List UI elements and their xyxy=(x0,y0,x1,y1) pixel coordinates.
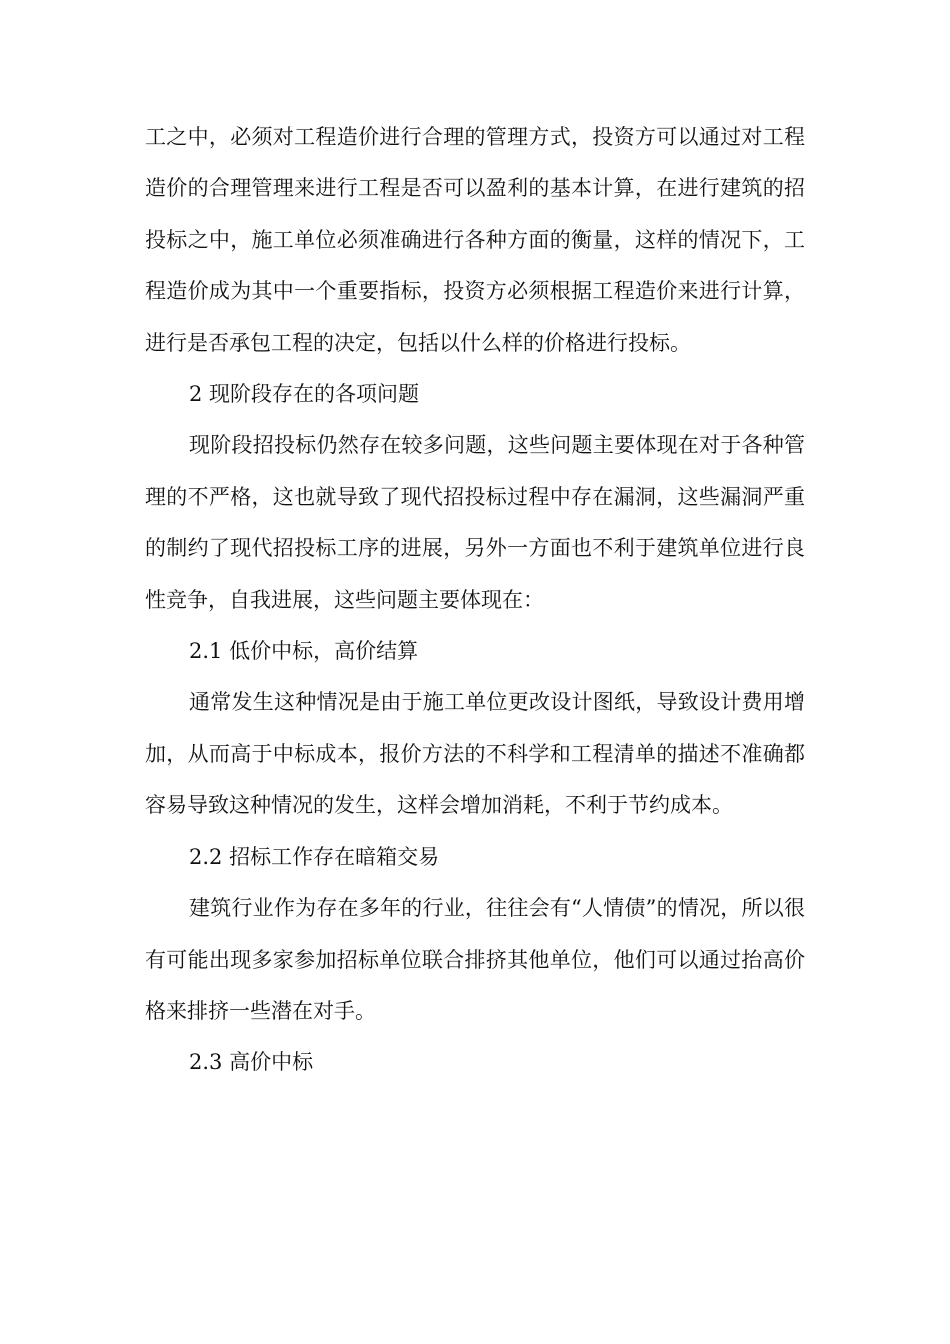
paragraph-continuation: 工之中，必须对工程造价进行合理的管理方式，投资方可以通过对工程造价的合理管理来进行工程是否可以盈利的基本计算，在进行建筑的招投标之中，施工单位必须准确进行各种方面的衡量，这样的情况下，工程造价成为其中一个重要指标，投资方必须根据工程造价来进行计算，进行是否承包工程的决定，包括以什么样的价格进行投标。 xyxy=(145,125,805,355)
section-heading-2-2: 2.2 招标工作存在暗箱交易 xyxy=(189,844,440,869)
section-heading-2-1: 2.1 低价中标，高价结算 xyxy=(189,639,419,664)
paragraph-2-1: 通常发生这种情况是由于施工单位更改设计图纸，导致设计费用增加，从而高于中标成本，报价方法的不科学和工程清单的描述不准确都容易导致这种情况的发生，这样会增加消耗，不利于节约成本。 xyxy=(145,690,805,818)
section-heading-2: 2 现阶段存在的各项问题 xyxy=(189,382,420,407)
section-heading-2-3: 2.3 高价中标 xyxy=(189,1050,314,1075)
paragraph-issues-intro: 现阶段招投标仍然存在较多问题，这些问题主要体现在对于各种管理的不严格，这也就导致了现代招投标过程中存在漏洞，这些漏洞严重的制约了现代招投标工序的进展，另外一方面也不利于建筑单位进行良性竞争，自我进展，这些问题主要体现在： xyxy=(145,433,805,612)
document-body xyxy=(145,112,805,1089)
paragraph-2-2: 建筑行业作为存在多年的行业，往往会有“人情债”的情况，所以很有可能出现多家参加招标单位联合排挤其他单位，他们可以通过抬高价格来排挤一些潜在对手。 xyxy=(145,896,805,1023)
